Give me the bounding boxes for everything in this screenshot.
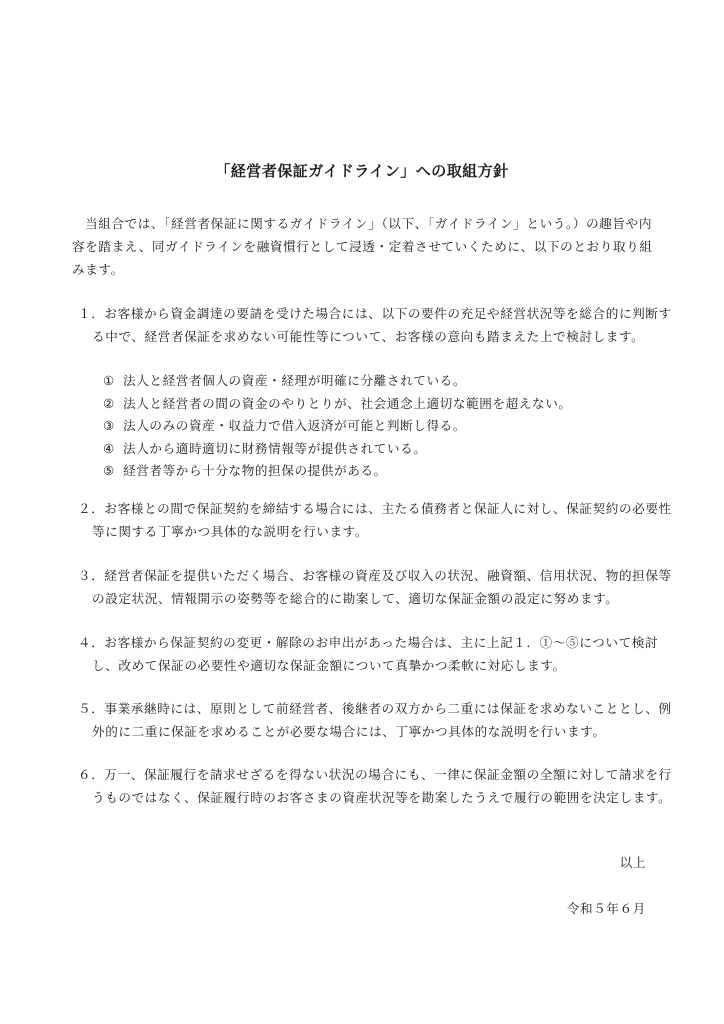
policy-item-number: ６． <box>78 767 105 782</box>
requirement-text: 法人と経営者の間の資金のやりとりが、社会通念上適切な範囲を超えない。 <box>123 395 572 411</box>
requirement-text: 経営者等から十分な物的担保の提供がある。 <box>123 463 387 478</box>
policy-item-text: お客様から保証契約の変更・解除のお申出があった場合は、主に上記１．①～⑤について検討し、改めて保証の必要性や適切な保証金額について真摯かつ柔軟に対応します。 <box>92 635 659 673</box>
policy-item-number: １． <box>78 306 105 321</box>
requirement-text: 法人と経営者個人の資産・経理が明確に分離されている。 <box>123 373 467 388</box>
policy-item-number: ２． <box>78 501 105 516</box>
policy-item-text: 万一、保証履行を請求せざるを得ない状況の場合にも、一律に保証金額の全額に対して請求を行うものではなく、保証履行時のお客さまの資産状況等を勘案したうえで履行の範囲を決定します。 <box>92 767 672 805</box>
requirement-mark: ④ <box>103 440 115 456</box>
policy-item-3 <box>78 564 680 610</box>
requirement-item-5 <box>103 460 643 483</box>
requirement-mark: ① <box>103 373 115 388</box>
policy-item-6 <box>78 763 680 809</box>
policy-item-text: 経営者保証を提供いただく場合、お客様の資産及び収入の状況、融資額、信用状況、物的担保等の設定状況、情報開示の姿勢等を総合的に勘案して、適切な保証金額の設定に努めます。 <box>92 568 672 606</box>
requirement-mark: ③ <box>103 418 115 433</box>
requirements-list <box>103 370 643 483</box>
policy-item-4 <box>78 631 680 677</box>
requirement-text: 法人から適時適切に財務情報等が提供されている。 <box>123 440 427 456</box>
requirement-item-4 <box>103 438 643 461</box>
requirement-item-1 <box>103 370 643 393</box>
policy-item-number: ３． <box>78 568 105 583</box>
closing-mark: 以上 <box>619 855 646 870</box>
intro-paragraph: 当組合では、「経営者保証に関するガイドライン」（以下、「ガイドライン」という。）の趣旨や内容を踏まえ、同ガイドラインを融資慣行として浸透・定着させていくために、以下のとおり取り組みます。 <box>72 216 653 277</box>
policy-item-1 <box>78 302 680 348</box>
policy-item-5 <box>78 697 680 743</box>
document-title: 「経営者保証ガイドライン」への取組方針 <box>215 162 509 180</box>
policy-item-text: お客様との間で保証契約を締結する場合には、主たる債務者と保証人に対し、保証契約の必要性等に関する丁寧かつ具体的な説明を行います。 <box>92 501 672 539</box>
policy-item-2 <box>78 497 680 543</box>
requirement-mark: ⑤ <box>103 463 115 478</box>
requirement-item-2 <box>103 393 643 416</box>
policy-item-number: ５． <box>78 701 105 716</box>
document-date: 令和５年６月 <box>566 901 646 916</box>
policy-item-number: ４． <box>78 635 105 650</box>
requirement-item-3 <box>103 415 643 438</box>
policy-item-text: お客様から資金調達の要請を受けた場合には、以下の要件の充足や経営状況等を総合的に判断する中で、経営者保証を求めない可能性等について、お客様の意向も踏まえた上で検討します。 <box>92 306 672 344</box>
requirement-mark: ② <box>103 395 115 411</box>
policy-item-text: 事業承継時には、原則として前経営者、後継者の双方から二重には保証を求めないこととし、例外的に二重に保証を求めることが必要な場合には、丁寧かつ具体的な説明を行います。 <box>92 701 672 739</box>
requirement-text: 法人のみの資産・収益力で借入返済が可能と判断し得る。 <box>123 418 467 433</box>
